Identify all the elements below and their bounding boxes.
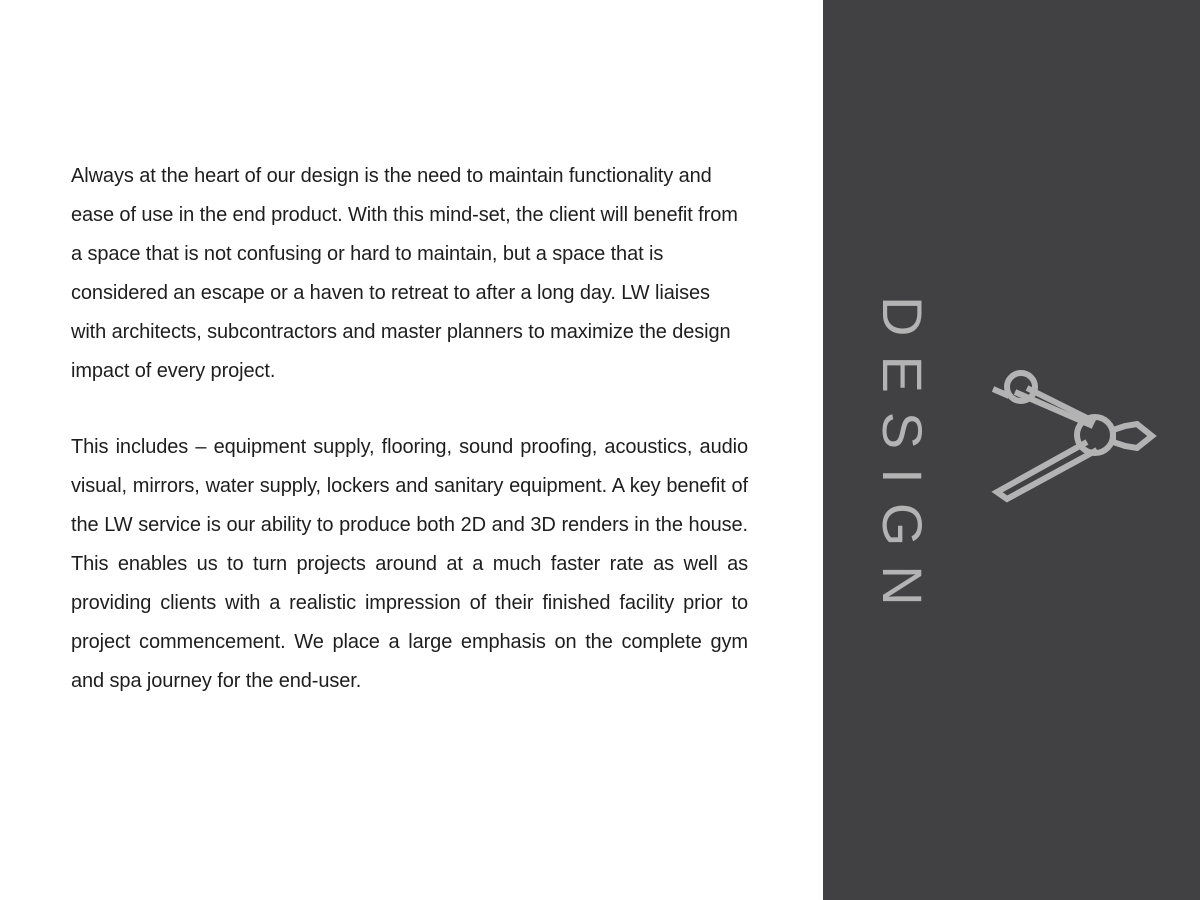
services-paragraph: This includes – equipment supply, flooring, sound proofing, acoustics, audio visual, mirrors, water supply, lockers and sanitary equipment. A key benefit of the LW service is our ability to produce both 2D and 3D renders in the house. This enables us to turn projects around at a much faster rate as well as providing clients with a realistic impression of their finished facility prior to project commencement. We place a large emphasis on the complete gym and spa journey for the end-user. xyxy=(71,436,748,692)
main-content xyxy=(71,157,748,701)
section-title: DESIGN xyxy=(871,296,934,625)
drafting-compass-icon xyxy=(985,362,1160,507)
intro-paragraph: Always at the heart of our design is the need to maintain functionality and ease of use in the end product. With this mind-set, the client will benefit from a space that is not confusing or hard to maintain, but a space that is considered an escape or a haven to retreat to after a long day. LW liaises with architects, subcontractors and master planners to maximize the design impact of every project. xyxy=(71,165,738,382)
